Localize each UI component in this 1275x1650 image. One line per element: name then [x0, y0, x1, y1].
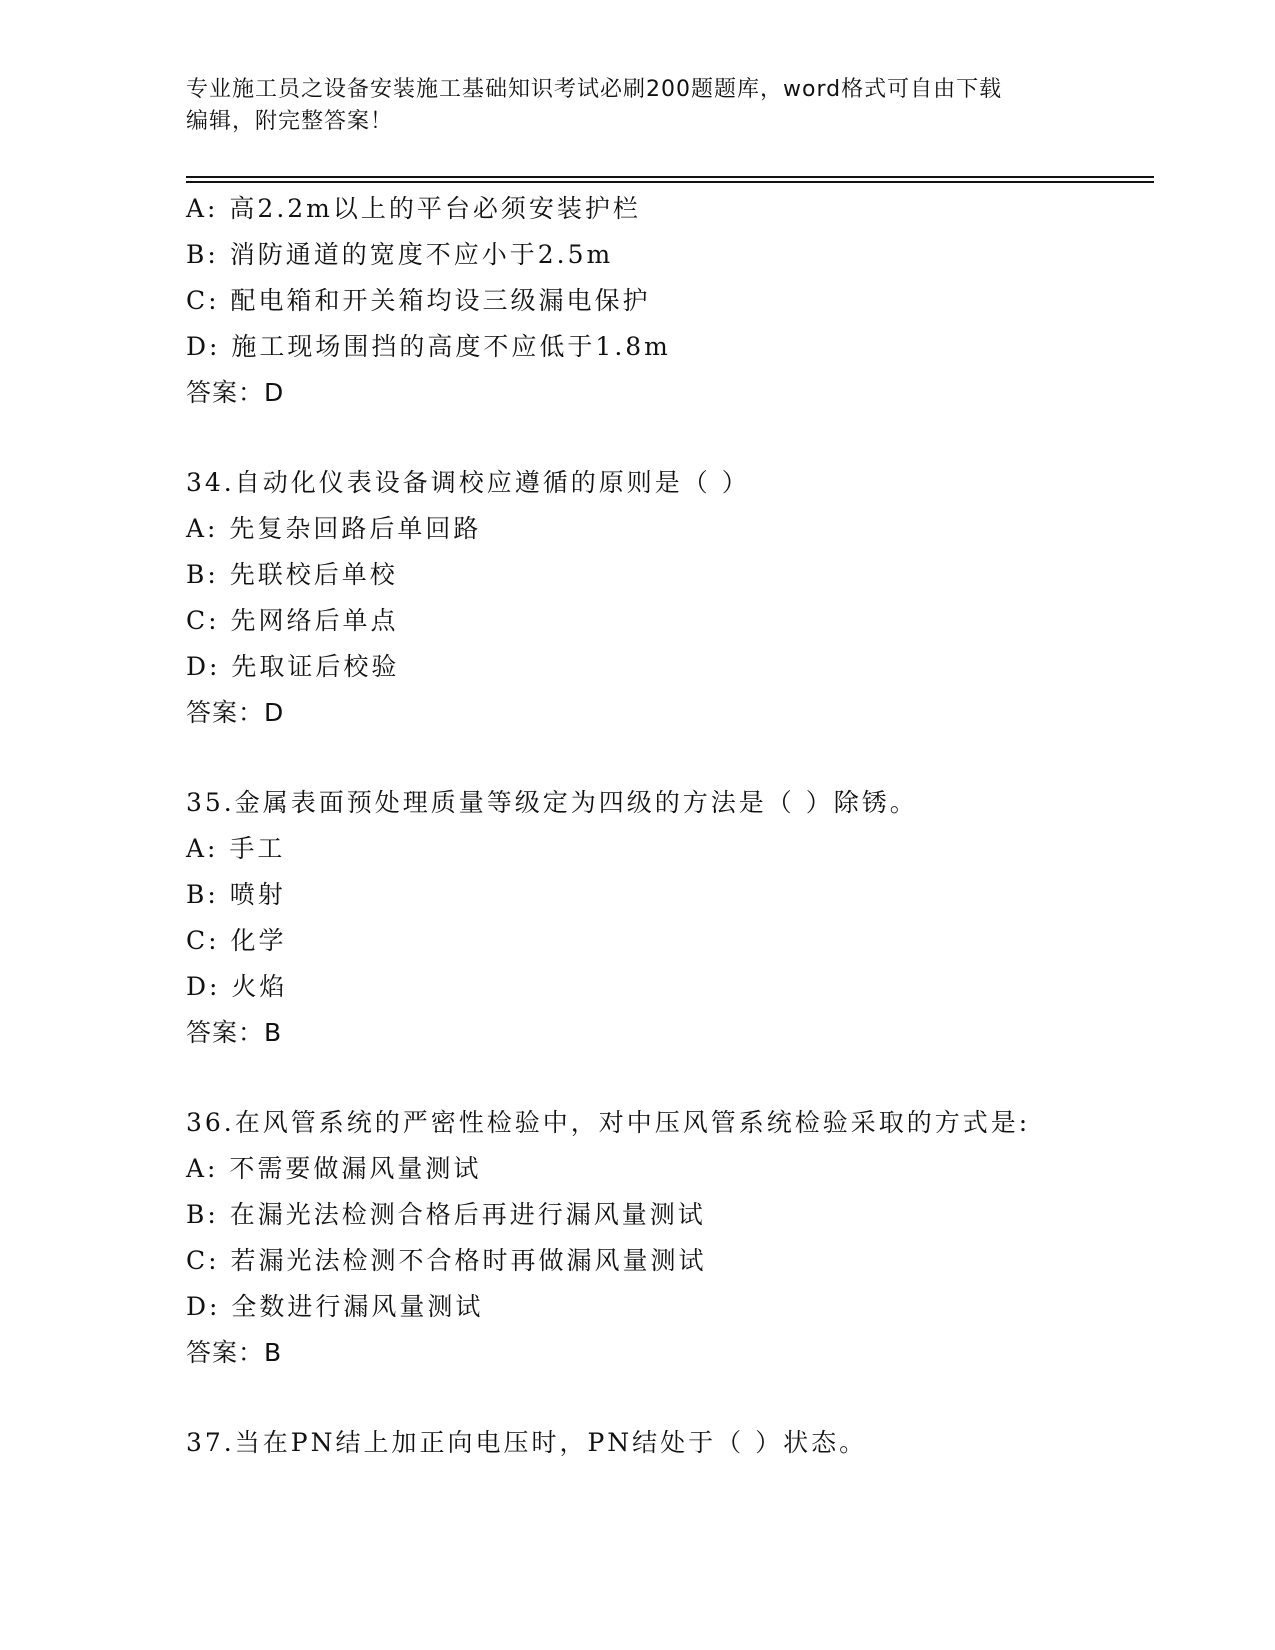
question-list: [186, 186, 1154, 1466]
option-b: B: 喷射: [186, 880, 286, 909]
question-block-36: [186, 1100, 1154, 1376]
question-block-37: [186, 1420, 1154, 1466]
question-block-34: [186, 460, 1154, 736]
option-b: B: 先联校后单校: [186, 560, 398, 589]
option-a: A: 高2.2m以上的平台必须安装护栏: [186, 194, 641, 223]
option-c: C: 化学: [186, 926, 287, 955]
question-text: 37.当在PN结上加正向电压时，PN结处于（ ）状态。: [186, 1428, 868, 1457]
option-a: A: 先复杂回路后单回路: [186, 514, 482, 543]
option-d: D: 施工现场围挡的高度不应低于1.8m: [186, 332, 671, 361]
answer-line: 答案：D: [186, 698, 285, 727]
header-line-2: 编辑，附完整答案！: [186, 109, 394, 134]
header-divider-bottom: [186, 181, 1154, 183]
answer-line: 答案：D: [186, 378, 285, 407]
option-a: A: 手工: [186, 834, 286, 863]
question-block-33: [186, 186, 1154, 416]
answer-line: 答案：B: [186, 1338, 283, 1367]
answer-line: 答案：B: [186, 1018, 283, 1047]
header-line-1: 专业施工员之设备安装施工基础知识考试必刷200题题库，word格式可自由下载: [186, 77, 1003, 102]
document-header: [186, 74, 1076, 138]
question-text: 36.在风管系统的严密性检验中，对中压风管系统检验采取的方式是:: [186, 1108, 1031, 1137]
option-b: B: 消防通道的宽度不应小于2.5m: [186, 240, 614, 269]
option-c: C: 先网络后单点: [186, 606, 399, 635]
option-d: D: 全数进行漏风量测试: [186, 1292, 484, 1321]
header-divider-top: [186, 176, 1154, 178]
question-text: 35.金属表面预处理质量等级定为四级的方法是（ ）除锈。: [186, 788, 918, 817]
option-c: C: 若漏光法检测不合格时再做漏风量测试: [186, 1246, 707, 1275]
option-a: A: 不需要做漏风量测试: [186, 1154, 482, 1183]
option-b: B: 在漏光法检测合格后再进行漏风量测试: [186, 1200, 706, 1229]
option-c: C: 配电箱和开关箱均设三级漏电保护: [186, 286, 651, 315]
option-d: D: 先取证后校验: [186, 652, 400, 681]
option-d: D: 火焰: [186, 972, 288, 1001]
question-block-35: [186, 780, 1154, 1056]
question-text: 34.自动化仪表设备调校应遵循的原则是（ ）: [186, 468, 750, 497]
